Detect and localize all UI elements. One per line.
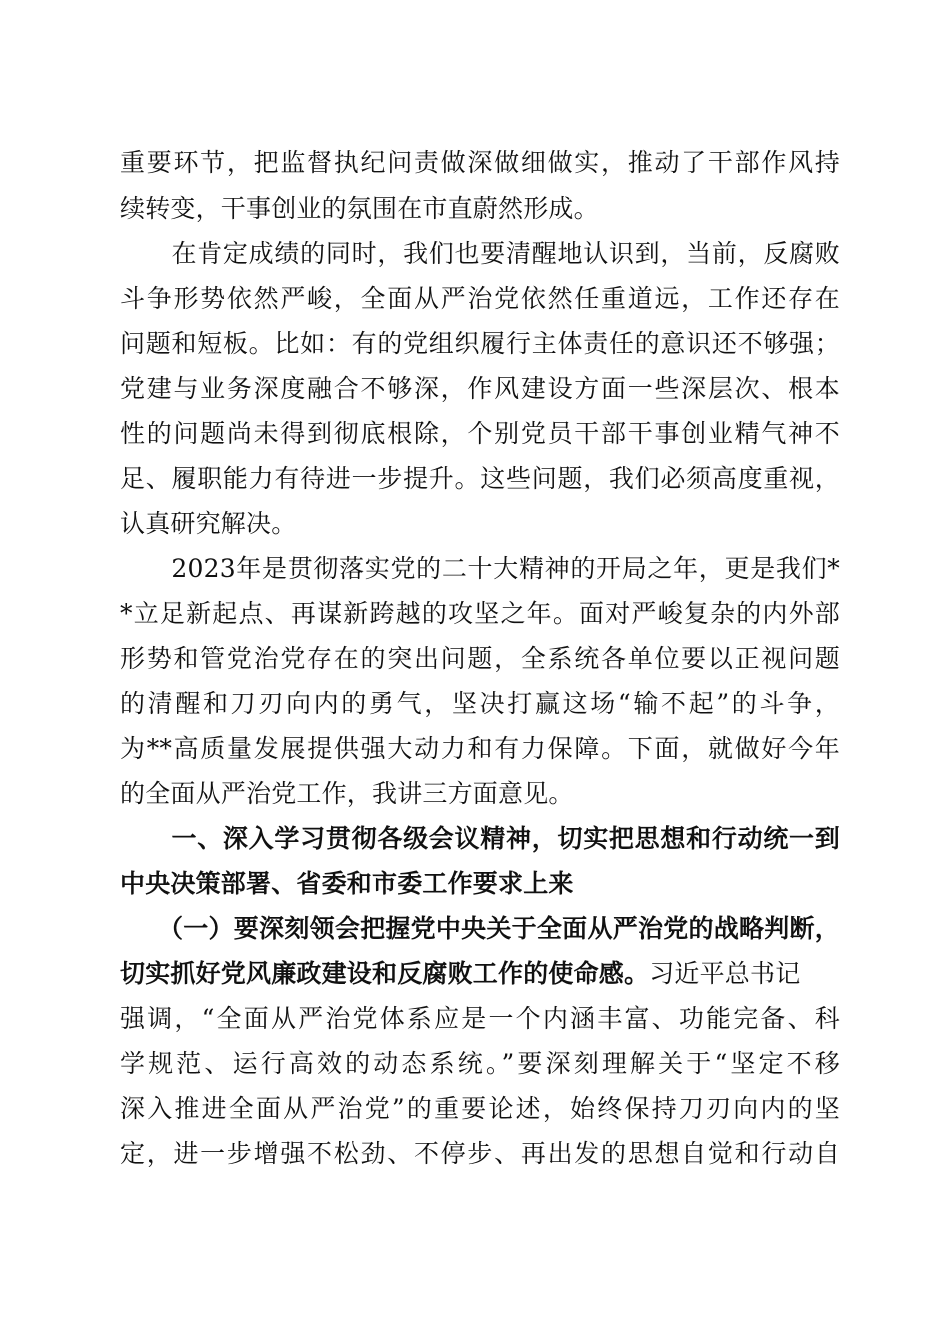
paragraph-line: 为**高质量发展提供强大动力和有力保障。下面，就做好今年 [120,734,840,763]
paragraph-line: 党建与业务深度融合不够深，作风建设方面一些深层次、根本 [120,374,840,403]
paragraph-line: 续转变，干事创业的氛围在市直蔚然形成。 [120,194,599,223]
paragraph-line: 足、履职能力有待进一步提升。这些问题，我们必须高度重视， [120,464,840,493]
paragraph-line: 的清醒和刀刃向内的勇气，坚决打赢这场“输不起”的斗争， [120,689,840,718]
paragraph-line: 2023年是贯彻落实党的二十大精神的开局之年，更是我们* [120,554,840,583]
paragraph-line: *立足新起点、再谋新跨越的攻坚之年。面对严峻复杂的内外部 [120,599,840,628]
paragraph-line: 性的问题尚未得到彻底根除，个别党员干部干事创业精气神不 [120,419,840,448]
paragraph-line: 斗争形势依然严峻，全面从严治党依然任重道远，工作还存在 [120,284,840,313]
paragraph-line: 重要环节，把监督执纪问责做深做细做实，推动了干部作风持 [120,148,840,177]
paragraph-line: 问题和短板。比如：有的党组织履行主体责任的意识还不够强； [120,329,840,358]
paragraph-line: 学规范、运行高效的动态系统。”要深刻理解关于“坚定不移 [120,1049,840,1078]
section-heading-line: 一、深入学习贯彻各级会议精神，切实把思想和行动统一到 [120,824,840,853]
paragraph-line: 在肯定成绩的同时，我们也要清醒地认识到，当前，反腐败 [120,239,840,268]
paragraph-line: 形势和管党治党存在的突出问题，全系统各单位要以正视问题 [120,644,840,673]
section-heading-line: 中央决策部署、省委和市委工作要求上来 [120,869,574,898]
paragraph-line: 深入推进全面从严治党”的重要论述，始终保持刀刃向内的坚 [120,1094,840,1123]
paragraph-text: 习近平总书记 [649,959,801,988]
subheading-tail: 切实抓好党风廉政建设和反腐败工作的使命感。 [120,959,650,988]
subheading-line: （一）要深刻领会把握党中央关于全面从严治党的战略判断， [120,914,840,943]
paragraph-line: 定，进一步增强不松劲、不停步、再出发的思想自觉和行动自 [120,1139,840,1168]
paragraph-line: 强调，“全面从严治党体系应是一个内涵丰富、功能完备、科 [120,1004,840,1033]
paragraph-line: 认真研究解决。 [120,509,297,538]
subheading-line-mixed [120,952,840,996]
paragraph-line: 的全面从严治党工作，我讲三方面意见。 [120,779,574,808]
